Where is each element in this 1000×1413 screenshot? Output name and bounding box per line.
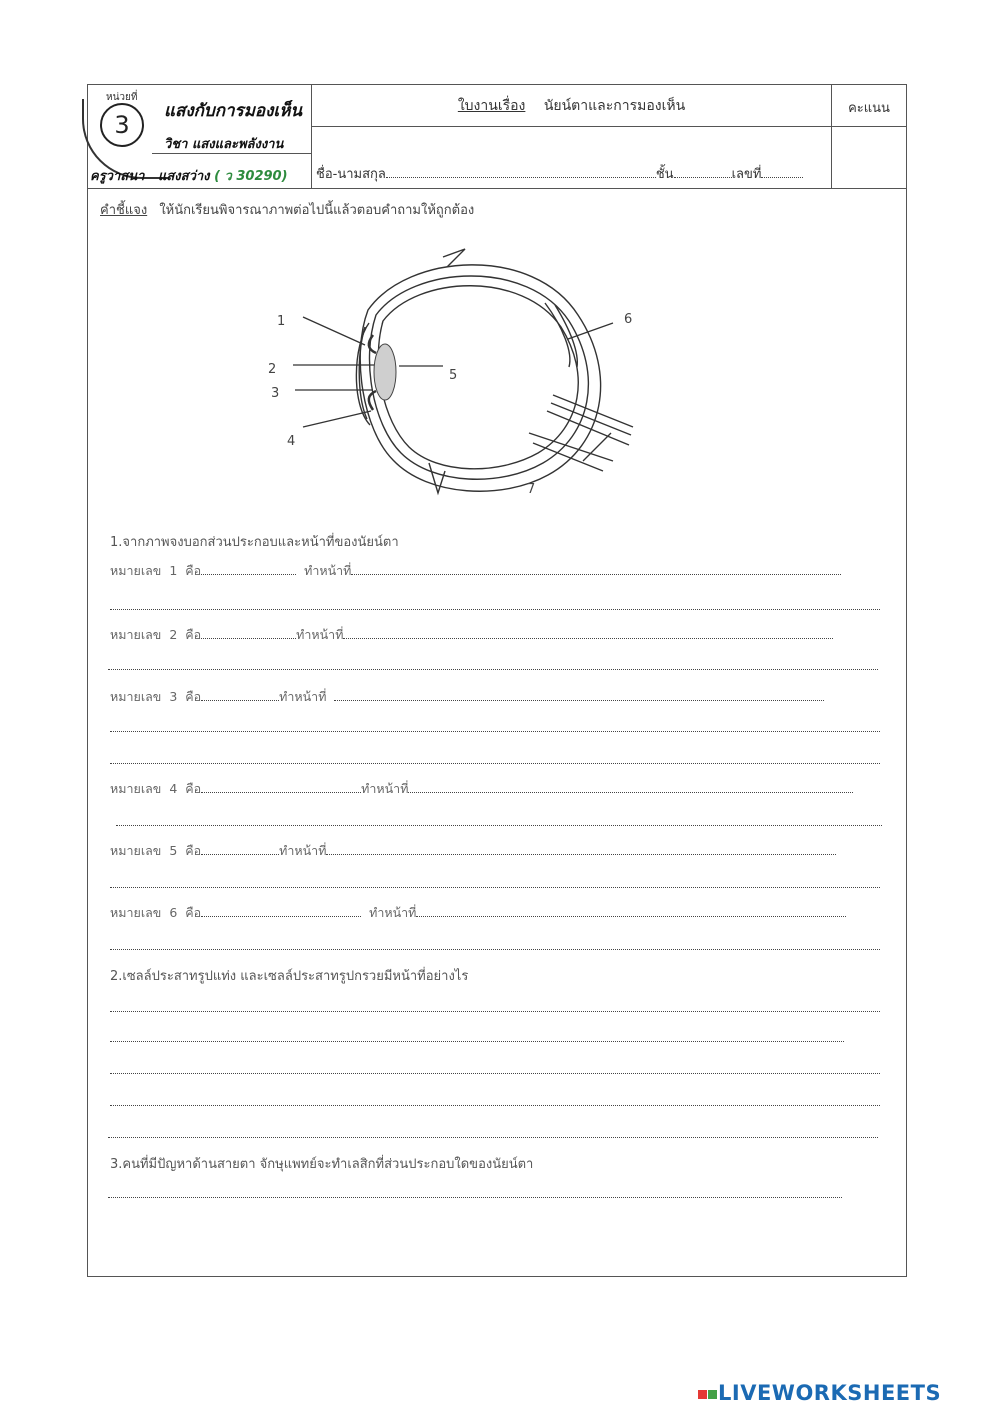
diagram-label-1: 1 [277,314,286,329]
number-prefix: หมายเลข [110,781,162,796]
answer-line[interactable] [108,1197,842,1198]
is-label: คือ [185,627,202,642]
number-field[interactable] [761,165,803,178]
answer-row-5 [110,841,836,861]
function-field-1[interactable] [351,562,841,575]
number-prefix: หมายเลข [110,843,162,858]
worksheet-title-cell [312,85,832,127]
number-prefix: หมายเลข [110,689,162,704]
item-number: 6 [169,905,178,920]
class-field[interactable] [674,165,732,178]
diagram-label-3: 3 [271,386,280,401]
diagram-label-4: 4 [287,434,296,449]
part-name-field-2[interactable] [201,626,296,639]
diagram-label-5: 5 [449,368,458,383]
function-label: ทำหน้าที่ [304,563,352,578]
score-box[interactable] [832,127,906,189]
number-prefix: หมายเลข [110,563,162,578]
diagram-label-6: 6 [624,312,633,327]
unit-number: 3 [100,103,144,147]
function-field-5[interactable] [326,842,836,855]
logo-text: LIVEWORKSHEETS [718,1381,942,1405]
function-label: ทำหน้าที่ [279,843,327,858]
answer-line[interactable] [108,1137,878,1138]
answer-line[interactable] [110,887,880,888]
answer-line[interactable] [110,949,880,950]
is-label: คือ [185,689,202,704]
unit-label: หน่วยที่ [106,92,138,103]
worksheet-frame [87,84,907,1277]
item-number: 1 [169,563,178,578]
answer-row-2 [110,625,833,645]
worksheet-title [312,95,831,117]
instructions-label: คำชี้แจง [100,203,148,218]
answer-line[interactable] [110,1011,880,1012]
part-name-field-4[interactable] [201,780,361,793]
eye-diagram [233,235,653,505]
number-prefix: หมายเลข [110,905,162,920]
unit-header [88,85,312,189]
function-label: ทำหน้าที่ [296,627,344,642]
function-field-6[interactable] [416,904,846,917]
function-field-2[interactable] [343,626,833,639]
answer-line[interactable] [110,1041,844,1042]
score-header-cell [832,85,906,127]
answer-line[interactable] [110,1073,880,1074]
teacher-line [90,165,288,186]
student-info-line [316,163,803,184]
liveworksheets-logo [698,1381,941,1405]
answer-row-4 [110,779,853,799]
score-label: คะแนน [848,101,890,116]
is-label: คือ [185,905,202,920]
logo-square-green [708,1390,717,1399]
part-name-field-3[interactable] [201,688,279,701]
diagram-label-7: 7 [527,482,536,497]
part-name-field-1[interactable] [201,562,296,575]
course-code: ( ว 30290) [214,169,288,184]
function-field-4[interactable] [408,780,853,793]
answer-line[interactable] [108,669,878,670]
function-field-3[interactable] [334,688,824,701]
answer-line[interactable] [110,609,880,610]
answer-line[interactable] [116,825,882,826]
answer-line[interactable] [110,731,880,732]
name-label: ชื่อ-นามสกุล [316,167,386,182]
answer-row-1 [110,561,841,581]
teacher-name: แสงสว่าง [157,169,210,184]
student-info-cell [312,127,832,189]
question-1: 1.จากภาพจงบอกส่วนประกอบและหน้าที่ของนัยน์ตา [110,535,399,550]
answer-row-3 [110,687,824,707]
unit-title: แสงกับการมองเห็น [164,101,303,121]
part-name-field-6[interactable] [201,904,361,917]
answer-line[interactable] [110,763,880,764]
function-label: ทำหน้าที่ [361,781,409,796]
teacher-prefix: ครูวาสนา [90,169,145,184]
item-number: 5 [169,843,178,858]
instructions-text: ให้นักเรียนพิจารณาภาพต่อไปนี้แล้วตอบคำถามให้ถูกต้อง [159,203,475,218]
number-prefix: หมายเลข [110,627,162,642]
function-label: ทำหน้าที่ [279,689,327,704]
item-number: 3 [169,689,178,704]
instructions [100,199,474,220]
question-3: 3.คนที่มีปัญหาด้านสายตา จักษุแพทย์จะทำเลสิกที่ส่วนประกอบใดของนัยน์ตา [110,1157,534,1172]
is-label: คือ [185,843,202,858]
name-field[interactable] [386,165,656,178]
worksheet-label: ใบงานเรื่อง [457,98,526,114]
is-label: คือ [185,563,202,578]
subject-name: วิชา แสงและพลังงาน [164,137,284,152]
diagram-label-2: 2 [268,362,277,377]
is-label: คือ [185,781,202,796]
logo-square-red [698,1390,707,1399]
function-label: ทำหน้าที่ [369,905,417,920]
answer-line[interactable] [110,1105,880,1106]
item-number: 2 [169,627,178,642]
part-name-field-5[interactable] [201,842,279,855]
question-2: 2.เซลล์ประสาทรูปแท่ง และเซลล์ประสาทรูปกรวยมีหน้าที่อย่างไร [110,969,469,984]
class-label: ชั้น [655,167,674,182]
number-label: เลขที่ [731,167,762,182]
item-number: 4 [169,781,178,796]
answer-row-6 [110,903,846,923]
worksheet-topic: นัยน์ตาและการมองเห็น [543,98,686,114]
